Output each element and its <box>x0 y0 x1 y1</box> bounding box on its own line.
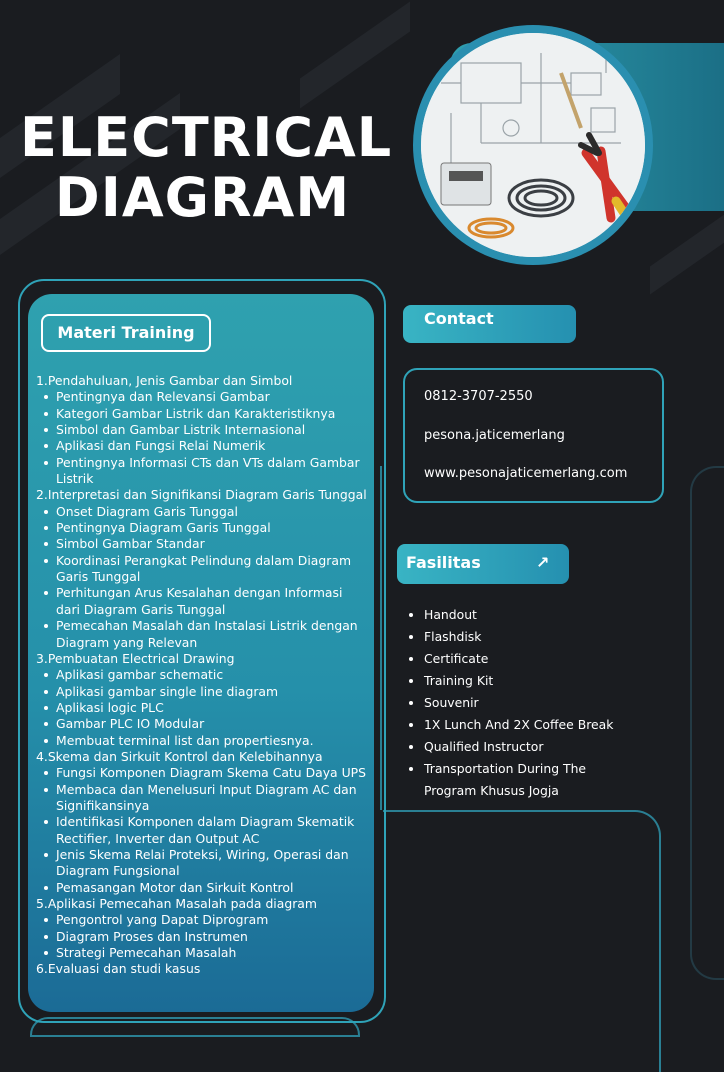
materi-item: Aplikasi gambar schematic <box>56 667 370 683</box>
contact-phone[interactable]: 0812-3707-2550 <box>424 389 533 404</box>
fasilitas-item: Training Kit <box>406 670 616 692</box>
fasilitas-list <box>406 604 616 802</box>
materi-item: Strategi Pemecahan Masalah <box>56 945 370 961</box>
materi-training-heading: Materi Training <box>41 314 211 352</box>
materi-section-items <box>36 912 370 961</box>
materi-item: Pentingnya dan Relevansi Gambar <box>56 389 370 405</box>
materi-section-title: 3.Pembuatan Electrical Drawing <box>36 650 235 666</box>
contact-heading: Contact <box>403 305 576 343</box>
fasilitas-item: Flashdisk <box>406 626 616 648</box>
materi-item: Koordinasi Perangkat Pelindung dalam Diagram Garis Tunggal <box>56 553 370 586</box>
materi-section-items <box>36 765 370 896</box>
fasilitas-heading-label: Fasilitas <box>406 553 481 572</box>
contact-instagram[interactable]: pesona.jaticemerlang <box>424 428 565 443</box>
fasilitas-heading <box>397 544 569 584</box>
electrical-tools-photo <box>421 33 645 257</box>
materi-item: Aplikasi gambar single line diagram <box>56 684 370 700</box>
title-line-2: DIAGRAM <box>54 166 351 229</box>
materi-item: Perhitungan Arus Kesalahan dengan Informasi dari Diagram Garis Tunggal <box>56 585 370 618</box>
materi-item: Membaca dan Menelusuri Input Diagram AC dan Signifikansinya <box>56 782 370 815</box>
materi-item: Pemecahan Masalah dan Instalasi Listrik dengan Diagram yang Relevan <box>56 618 370 651</box>
background-stripe <box>300 1 410 108</box>
arrow-up-right-icon: ↗ <box>536 553 550 572</box>
materi-item: Pengontrol yang Dapat Diprogram <box>56 912 370 928</box>
decorative-outline <box>383 810 661 1072</box>
materi-item: Pemasangan Motor dan Sirkuit Kontrol <box>56 880 370 896</box>
materi-section-items <box>36 667 370 749</box>
materi-item: Simbol Gambar Standar <box>56 536 370 552</box>
fasilitas-item: Souvenir <box>406 692 616 714</box>
materi-section-items <box>36 389 370 487</box>
materi-section-items <box>36 504 370 651</box>
title-line-1: ELECTRICAL <box>20 106 393 169</box>
materi-section-title: 1.Pendahuluan, Jenis Gambar dan Simbol <box>36 373 293 388</box>
materi-item: Onset Diagram Garis Tunggal <box>56 504 370 520</box>
materi-item: Aplikasi dan Fungsi Relai Numerik <box>56 438 370 454</box>
materi-item: Aplikasi logic PLC <box>56 700 370 716</box>
materi-item: Diagram Proses dan Instrumen <box>56 929 370 945</box>
materi-section-title: 6.Evaluasi dan studi kasus <box>36 961 201 977</box>
fasilitas-item: Transportation During The Program Khusus Jogja <box>406 758 616 802</box>
fasilitas-item: Certificate <box>406 648 616 670</box>
page-title <box>20 106 393 229</box>
materi-section-title: 5.Aplikasi Pemecahan Masalah pada diagram <box>36 896 317 911</box>
decorative-outline <box>690 466 724 980</box>
materi-item: Identifikasi Komponen dalam Diagram Skematik Rectifier, Inverter dan Output AC <box>56 814 370 847</box>
materi-item: Jenis Skema Relai Proteksi, Wiring, Operasi dan Diagram Fungsional <box>56 847 370 880</box>
materi-item: Simbol dan Gambar Listrik Internasional <box>56 422 370 438</box>
materi-section-title: 4.Skema dan Sirkuit Kontrol dan Kelebihannya <box>36 748 323 764</box>
materi-item: Gambar PLC IO Modular <box>56 716 370 732</box>
contact-website[interactable]: www.pesonajaticemerlang.com <box>424 466 628 481</box>
background-stripe <box>650 203 724 294</box>
materi-item: Membuat terminal list dan propertiesnya. <box>56 733 370 749</box>
materi-item: Fungsi Komponen Diagram Skema Catu Daya UPS <box>56 765 370 781</box>
fasilitas-item: 1X Lunch And 2X Coffee Break <box>406 714 616 736</box>
materi-section-title: 2.Interpretasi dan Signifikansi Diagram Garis Tunggal <box>36 487 367 503</box>
materi-training-list <box>36 373 370 978</box>
materi-item: Kategori Gambar Listrik dan Karakteristiknya <box>56 406 370 422</box>
fasilitas-item: Handout <box>406 604 616 626</box>
materi-item: Pentingnya Diagram Garis Tunggal <box>56 520 370 536</box>
fasilitas-item: Qualified Instructor <box>406 736 616 758</box>
diagram-tools-illustration <box>421 33 645 257</box>
materi-item: Pentingnya Informasi CTs dan VTs dalam Gambar Listrik <box>56 455 370 488</box>
